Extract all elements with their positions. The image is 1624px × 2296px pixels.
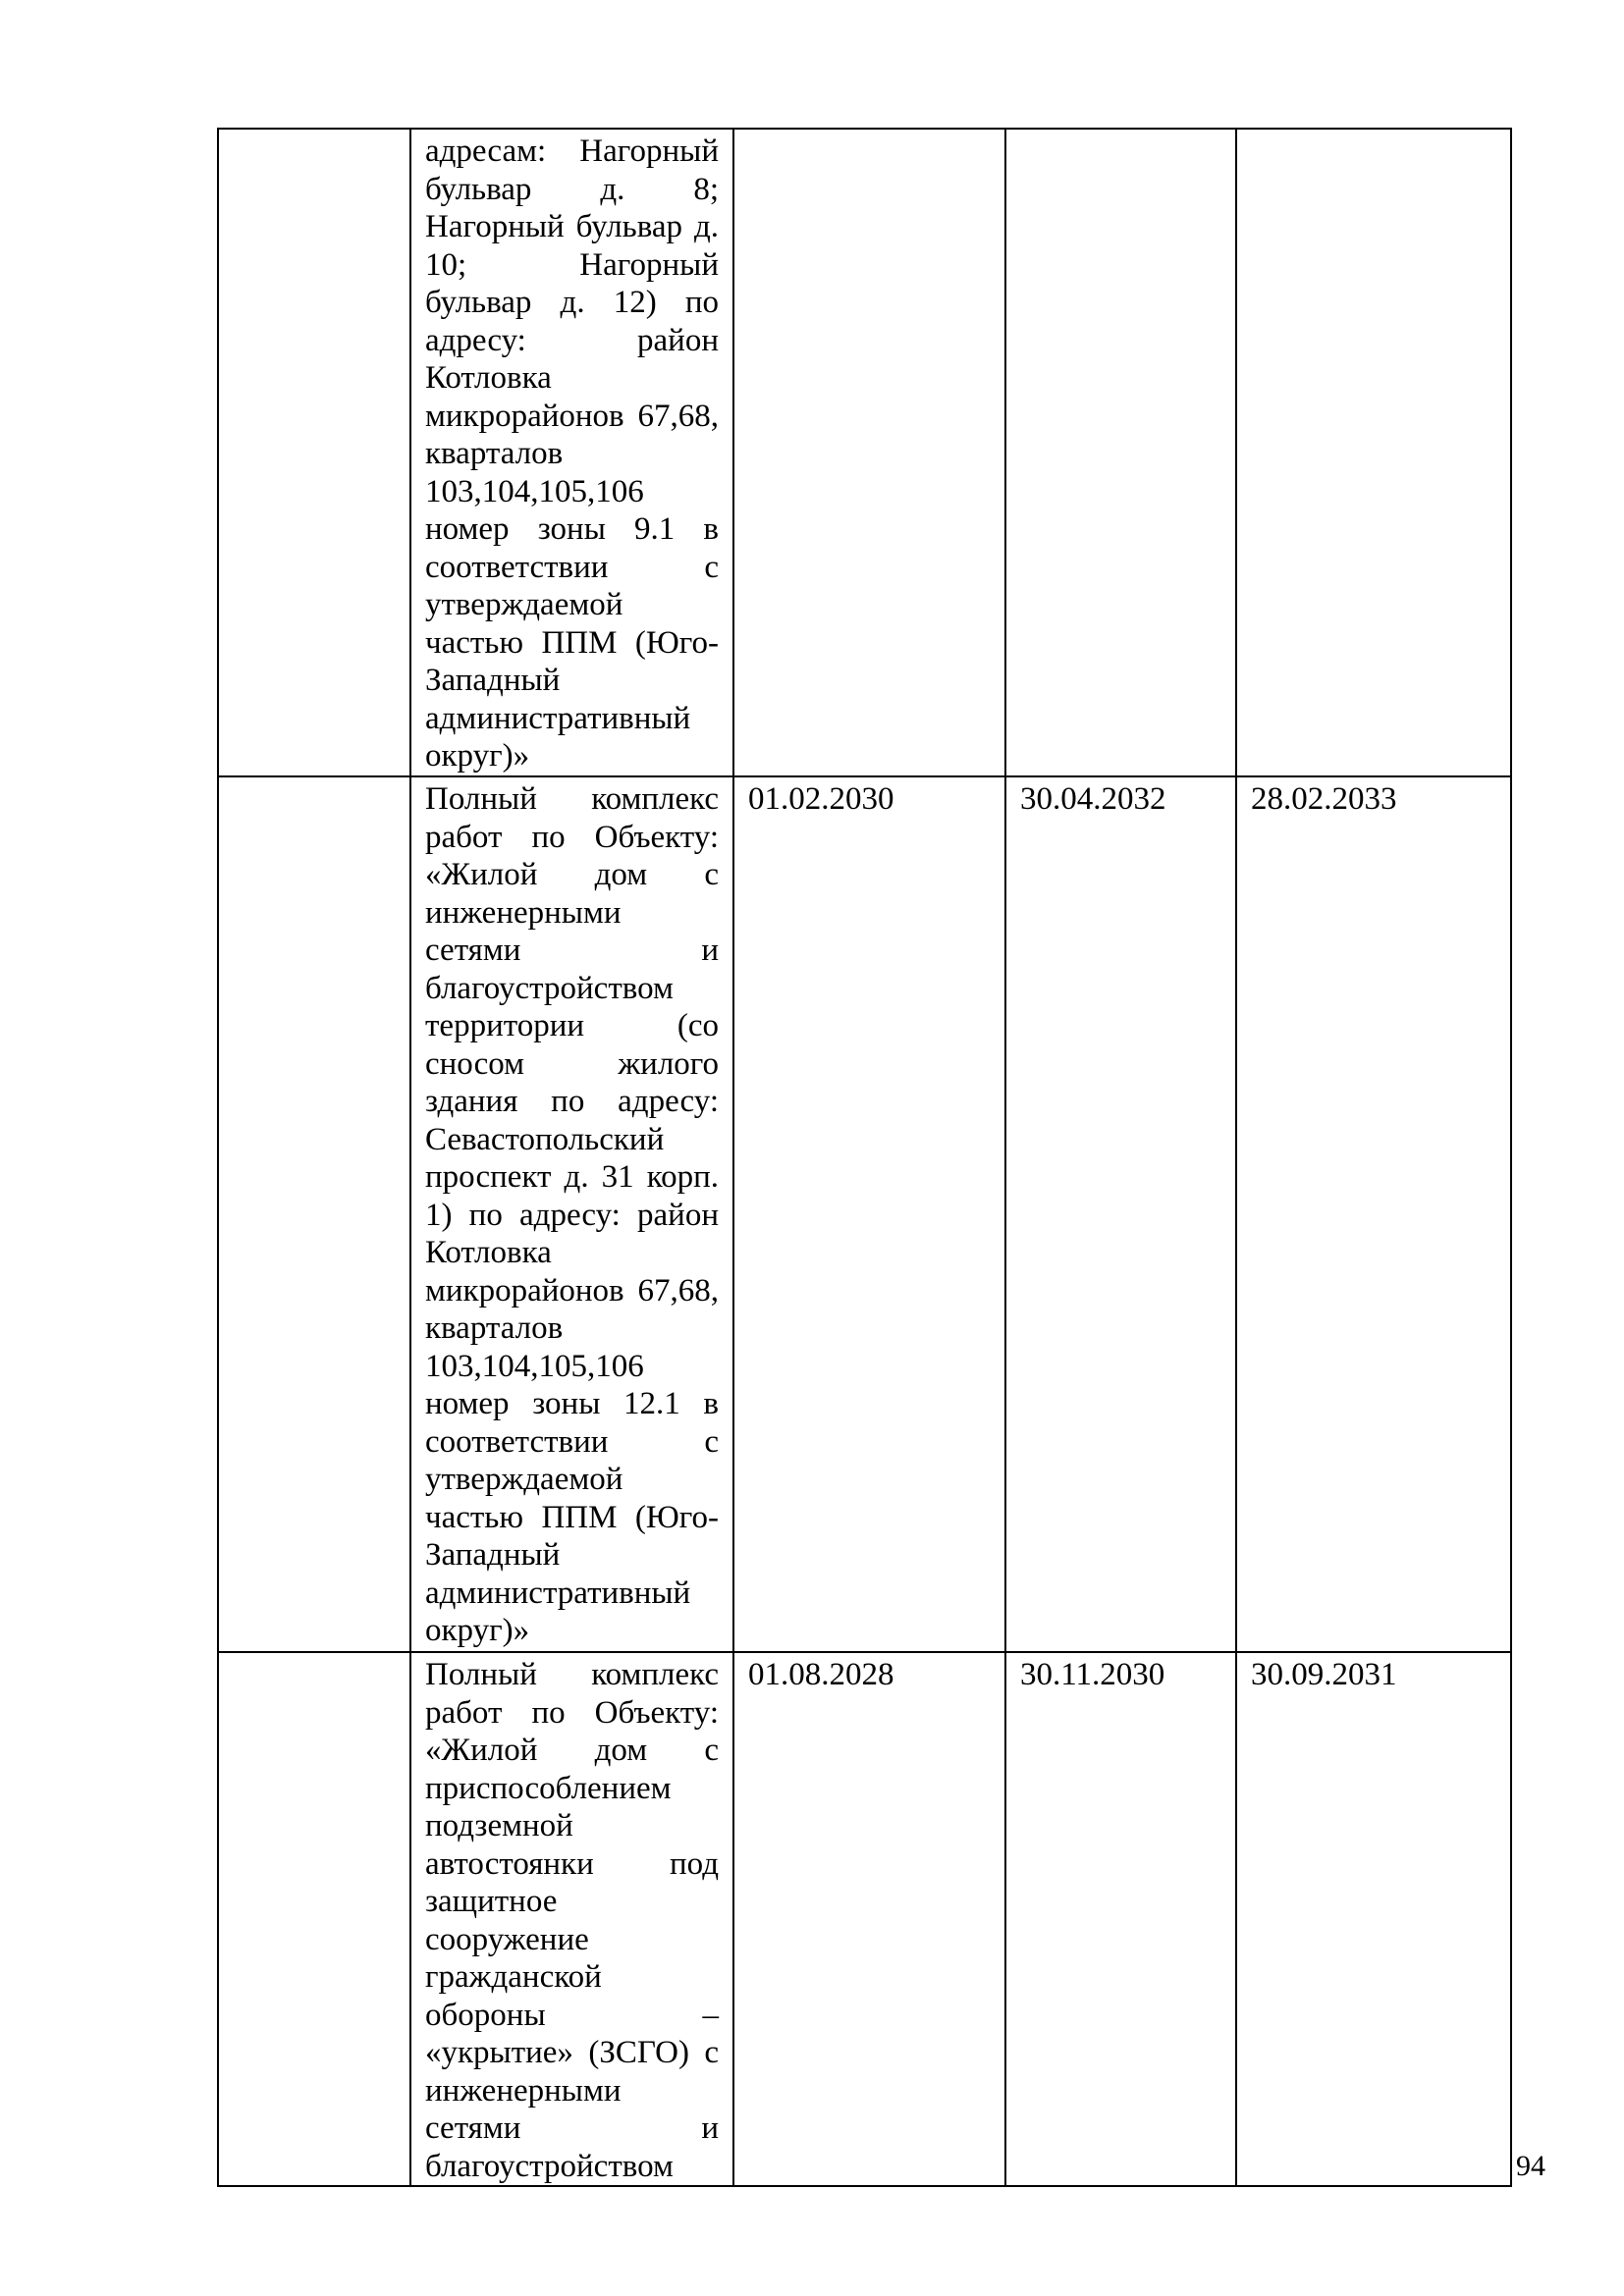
schedule-table [217, 128, 1512, 2187]
row-number-cell [218, 129, 410, 776]
table-row [218, 1652, 1511, 2186]
row-number-cell [218, 1652, 410, 2186]
object-description-cell: Полный комплекс работ по Объекту: «Жилой дом с приспособлением подземной автостоянки под защитное сооружение гражданской обороны – «укрытие» (ЗСГО) с инженерными сетями и благоустройством [410, 1652, 733, 2186]
row-number-cell [218, 776, 410, 1652]
object-description-cell: адресам: Нагорный бульвар д. 8; Нагорный бульвар д. 10; Нагорный бульвар д. 12) по адресу: район Котловка микрорайонов 67,68, кварталов 103,104,105,106 номер зоны 9.1 в соответствии с утверждаемой частью ППМ (Юго-Западный административный округ)» [410, 129, 733, 776]
end-date-cell [1236, 129, 1511, 776]
end-date-cell: 28.02.2033 [1236, 776, 1511, 1652]
start-date-cell: 01.02.2030 [733, 776, 1005, 1652]
table-row [218, 129, 1511, 776]
end-date-cell: 30.09.2031 [1236, 1652, 1511, 2186]
middle-date-cell: 30.04.2032 [1005, 776, 1236, 1652]
start-date-cell [733, 129, 1005, 776]
table-row [218, 776, 1511, 1652]
middle-date-cell [1005, 129, 1236, 776]
page-number: 94 [1516, 2150, 1545, 2182]
start-date-cell: 01.08.2028 [733, 1652, 1005, 2186]
object-description-cell: Полный комплекс работ по Объекту: «Жилой дом с инженерными сетями и благоустройством территории (со сносом жилого здания по адресу: Севастопольский проспект д. 31 корп. 1) по адресу: район Котловка микрорайонов 67,68, кварталов 103,104,105,106 номер зоны 12.1 в соответствии с утверждаемой частью ППМ (Юго-Западный административный округ)» [410, 776, 733, 1652]
middle-date-cell: 30.11.2030 [1005, 1652, 1236, 2186]
